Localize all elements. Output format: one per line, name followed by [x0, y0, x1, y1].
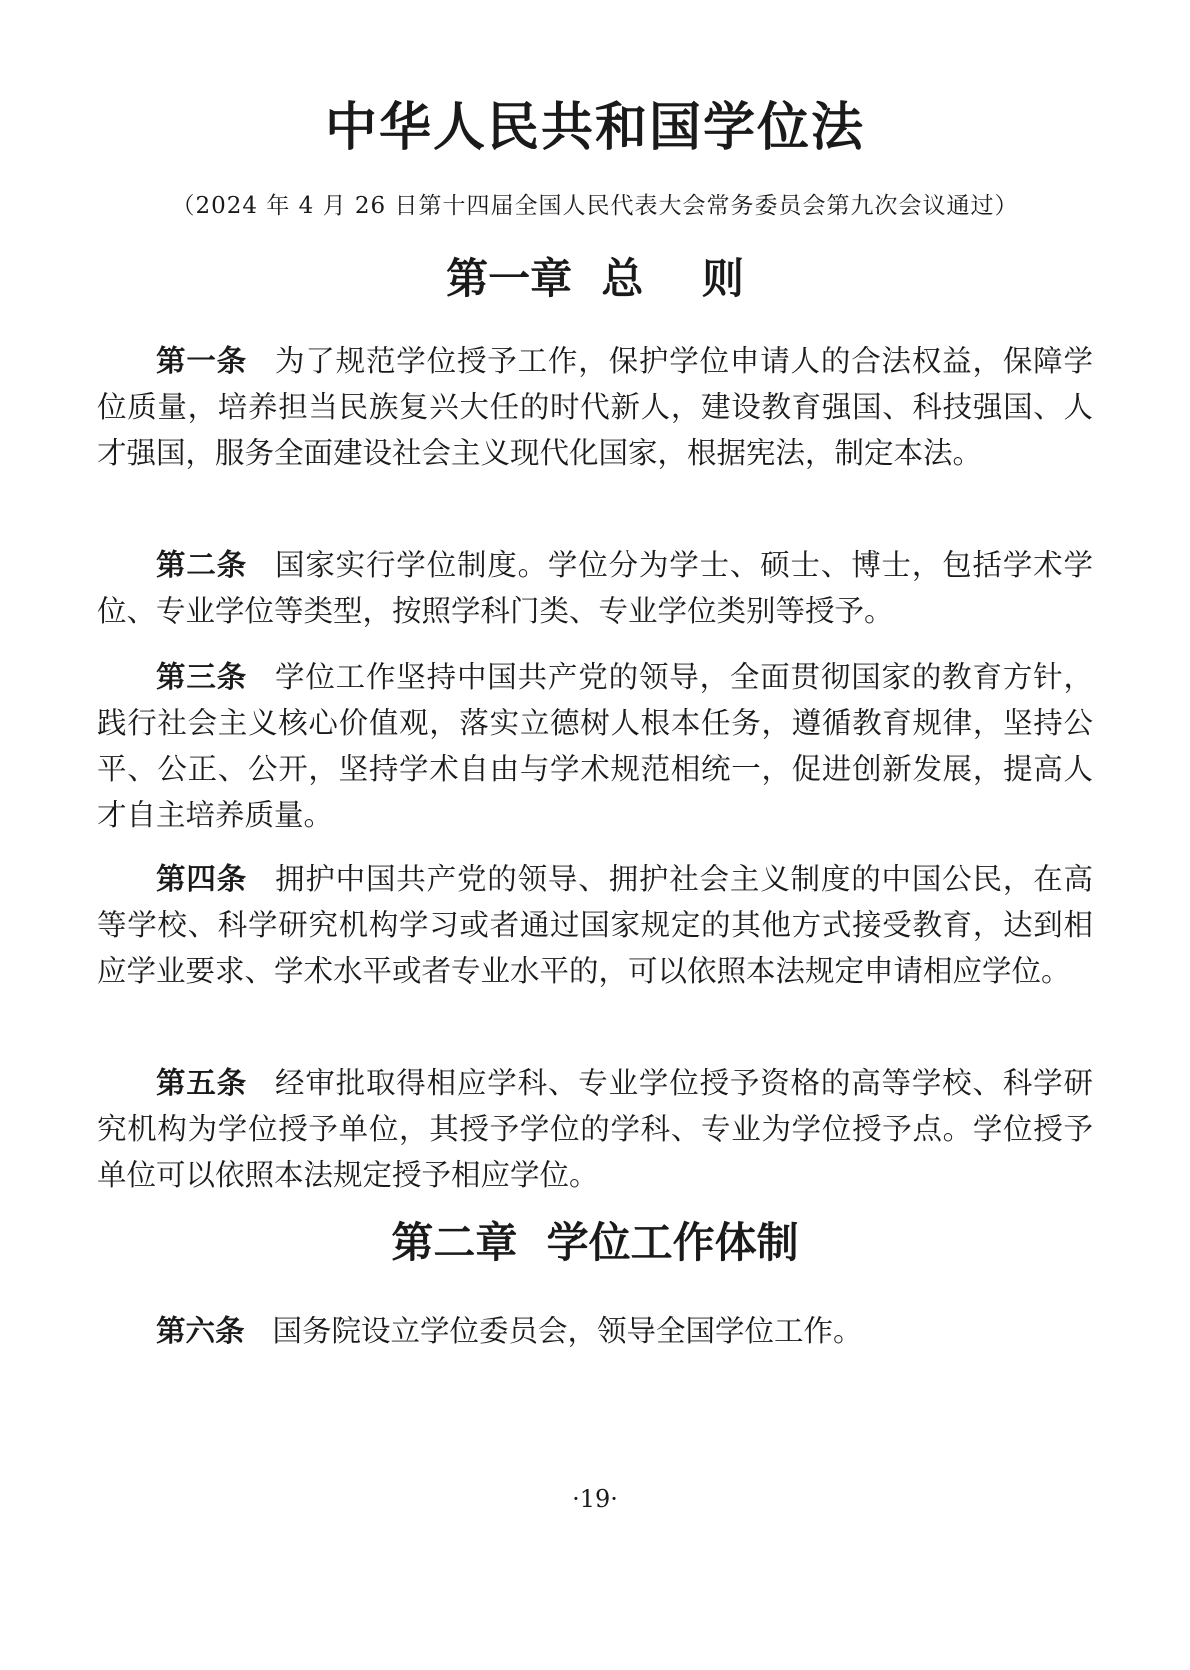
article-4	[97, 856, 1093, 994]
article-text: 国务院设立学位委员会，领导全国学位工作。	[272, 1314, 863, 1348]
article-text: 为了规范学位授予工作，保护学位申请人的合法权益，保障学位质量，培养担当民族复兴大任的时代新人，建设教育强国、科技强国、人才强国，服务全面建设社会主义现代化国家，根据宪法，制定本法。	[97, 344, 1093, 470]
article-6	[97, 1308, 1093, 1354]
article-label: 第二条	[156, 548, 247, 582]
page-number: ·19·	[572, 1485, 618, 1513]
article-2	[97, 542, 1093, 634]
document-title: 中华人民共和国学位法	[324, 98, 865, 158]
article-text: 拥护中国共产党的领导、拥护社会主义制度的中国公民，在高等学校、科学研究机构学习或者通过国家规定的其他方式接受教育，达到相应学业要求、学术水平或者专业水平的，可以依照本法规定申请相应学位。	[97, 862, 1093, 988]
article-label: 第一条	[156, 344, 247, 378]
article-3	[97, 654, 1093, 838]
article-5	[97, 1060, 1093, 1198]
article-1	[97, 338, 1093, 476]
article-label: 第三条	[156, 660, 247, 694]
chapter-heading-2: 第二章 学位工作体制	[391, 1218, 799, 1267]
article-label: 第六条	[156, 1314, 245, 1348]
chapter-heading-1: 第一章 总 则	[446, 254, 744, 303]
adoption-note: （2024 年 4 月 26 日第十四届全国人民代表大会常务委员会第九次会议通过）	[171, 193, 1019, 219]
article-text: 经审批取得相应学科、专业学位授予资格的高等学校、科学研究机构为学位授予单位，其授予学位的学科、专业为学位授予点。学位授予单位可以依照本法规定授予相应学位。	[97, 1066, 1093, 1192]
article-label: 第五条	[156, 1066, 247, 1100]
article-text: 学位工作坚持中国共产党的领导，全面贯彻国家的教育方针，践行社会主义核心价值观，落实立德树人根本任务，遵循教育规律，坚持公平、公正、公开，坚持学术自由与学术规范相统一，促进创新发展，提高人才自主培养质量。	[97, 660, 1093, 832]
article-text: 国家实行学位制度。学位分为学士、硕士、博士，包括学术学位、专业学位等类型，按照学科门类、专业学位类别等授予。	[97, 548, 1093, 628]
article-label: 第四条	[156, 862, 247, 896]
